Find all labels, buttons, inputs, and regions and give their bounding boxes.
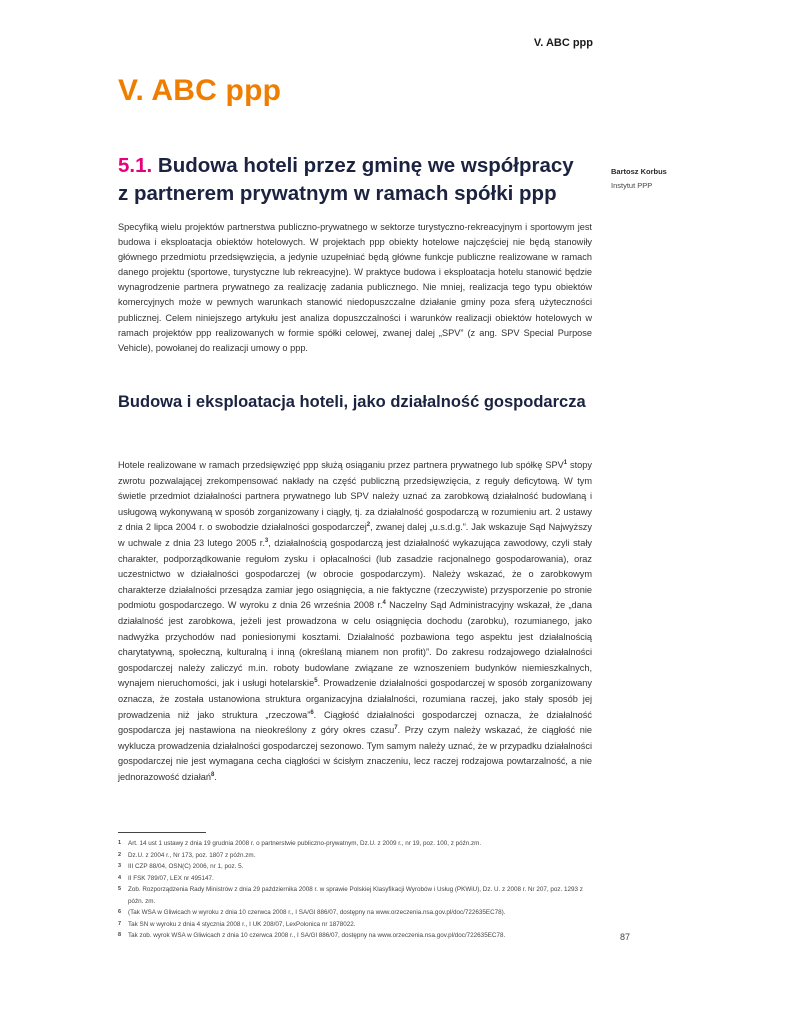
section-title [118,152,588,208]
body-text-run: . Prowadzenie działalności gospodarczej w sposób zorganizowany oznacza, że została ustanowiona struktura organizacyjna działalności, rozumiana raczej, jako stały sposób jej prowadzenia niż jako struktura „rzeczowa” [118,678,592,720]
footnote-ref-3: 3 [264,537,269,544]
footnote-text: III CZP 88/04, OSN(C) 2006, nr 1, poz. 5. [128,863,244,870]
footnote-text: Tak SN w wyroku z dnia 4 stycznia 2008 r., I UK 208/07, LexPolonica nr 1878022. [128,920,356,928]
footnotes-list [118,838,592,942]
footnote-number: 3 [118,863,122,869]
footnote-ref-4: 4 [382,600,386,607]
footnote-number: 2 [118,851,122,858]
body-text-run: Naczelny Sąd Administracyjny wskazał, że „dana działalność jest zarobkowa, jeżeli jest prowadzona w celu osiągnięcia dochodu (zarobku), rozumianego, jako nadwyżka przychodów nad poniesionymi kosztami. Działalność pozbawiona tego aspektu jest działalnością charytatywną, społeczną, kulturalną i inną (określaną mianem non profit)”. Do zakresu rodzajowego działalności gospodarczej należy zaliczyć m.in. roboty budowlane związane ze wznoszeniem budynków niemieszkalnych, wynajem nieruchomości, jak i usługi hotelarskie [118,600,592,689]
footnote-item [118,919,592,931]
footnote-number: 5 [118,886,122,892]
body-text-run: stopy zwrotu pozwalającej zrekompensować nakłady na część publiczną przedsięwzięcia, z reguły deficytową. W tym świetle przedmiot działalności partnera prywatnego lub SPV należy uznać za zarobkową działalność budowlaną i usługową wykonywaną w sposób zorganizowany i ciągły, tj. za działalność gospodarczą w rozumieniu art. 2 ustawy z dnia 2 lipca 2004 r. o swobodzie działalności gospodarczej [118,460,592,533]
chapter-title: V. ABC ppp [118,74,282,107]
footnote-item [118,873,592,885]
footnote-text: Dz.U. z 2004 r., Nr 173, poz. 1807 z późn.zm. [128,851,256,859]
footnote-item [118,850,592,862]
section-number: 5.1. [118,154,153,177]
footnote-item [118,861,592,873]
body-text-run: . Ciągłość działalności gospodarczej oznacza, że działalność gospodarcza jej nastawiona na nieokreślony z góry okres czasu [118,709,592,736]
footnote-item [118,907,592,919]
footnote-ref-8: 8 [210,771,215,778]
footnote-ref-7: 7 [394,725,398,732]
body-text-run: . [214,771,217,782]
section-title-text: Budowa hoteli przez gminę we współpracy z partnerem prywatnym w ramach spółki ppp [118,154,574,205]
footnote-ref-6: 6 [310,709,314,716]
footnote-number: 7 [118,920,122,927]
body-text-run: , działalnością gospodarczą jest działalność wykazująca zawodowy, czyli stały charakter, podporządkowanie regułom zysku i opłacalności (lub zasadzie racjonalnego gospodarowania), oraz uczestnictwo w działalności gospodarczej (w obrocie gospodarczym). Należy wskazać, że o zarobkowym charakterze działalności przesądza zamiar jego osiągnięcia, a nie faktyczne (rzeczywiste) przysporzenie po stronie podmiotu gospodarczego. W wyroku z dnia 26 września 2008 r. [118,537,592,611]
footnote-ref-5: 5 [314,678,318,685]
footnote-number: 1 [118,840,122,846]
footnote-item [118,838,592,850]
body-text-run: Hotele realizowane w ramach przedsięwzięć ppp służą osiąganiu przez partnera prywatnego lub spółkę SPV [118,460,564,470]
author-name: Bartosz Korbus [611,167,667,176]
footnote-text: (Tak WSA w Gliwicach w wyroku z dnia 10 czerwca 2008 r., I SA/Gl 886/07, dostępny na www.orzeczenia.nsa.gov.pl/doc/722635EC78). [128,909,506,916]
footnote-text: Art. 14 ust 1 ustawy z dnia 19 grudnia 2008 r. o partnerstwie publiczno-prywatnym, Dz.U. z 2009 r., nr 19, poz. 100, z późn.zm. [128,840,482,847]
subheading: Budowa i eksploatacja hoteli, jako działalność gospodarcza [118,393,586,411]
footnote-item [118,884,592,907]
author-affiliation: Instytut PPP [611,181,653,190]
footnote-ref-1: 1 [563,459,568,466]
body-text-run: , zwanej dalej „u.s.d.g.”. Jak wskazuje Sąd Najwyższy w uchwale z dnia 23 lutego 2005 r. [118,522,592,548]
footnote-ref-2: 2 [366,522,371,529]
footnote-text: II FSK 789/07, LEX nr 495147. [128,874,214,882]
footnote-text: Tak zob. wyrok WSA w Gliwicach z dnia 10 czerwca 2008 r., I SA/Gl 886/07, dostępny na www.orzeczenia.nsa.gov.pl/doc/722635EC78. [128,932,506,939]
footnote-number: 6 [118,909,122,915]
footnote-item [118,930,592,942]
author-box [611,165,667,193]
running-header: V. ABC ppp [533,37,593,49]
body-paragraph [118,458,592,785]
body-text-run: . Przy czym należy wskazać, że ciągłość nie wyklucza prowadzenia działalności gospodarczej sezonowo. Tym samym należy uznać, że w przypadku działalności gospodarczej nie jest wymagana cecha ciągłości w ścisłym znaczeniu, lecz raczej rodzajowa powtarzalność, a nie jednorazowość działań [118,725,592,782]
page-number: 87 [620,932,631,942]
footnote-text: Zob. Rozporządzenia Rady Ministrów z dnia 29 października 2008 r. w sprawie Polskiej Klasyfikacji Wyrobów i Usług (PKWiU), Dz. U. z 2008 r. Nr 207, poz. 1293 z późn. zm. [128,886,583,905]
intro-paragraph: Specyfiką wielu projektów partnerstwa publiczno-prywatnego w sektorze turystyczno-rekreacyjnym i sportowym jest budowa i eksploatacja obiektów hotelowych. W projektach ppp obiekty hotelowe najczęściej nie będą stanowiły głównego przedmiotu przedsięwzięcia, a jedynie uzupełniać będą główne funkcje publiczne realizowane w ramach danego projektu (sportowe, turystyczne lub rekreacyjne). W praktyce budowa i eksploatacja hotelu stanowić będzie wynagrodzenie partnera prywatnego za realizację zadania publicznego. Nie mniej, realizacja tego typu obiektów komercyjnych może w pewnych warunkach stanowić niedopuszczalne działanie gminy poza sferą użyteczności publicznej. Celem niniejszego artykułu jest analiza dopuszczalności i warunków realizacji obiektów hotelowych w ramach projektów ppp realizowanych w formie spółki celowej, zwanej dalej „SPV” (z ang. SPV Special Purpose Vehicle), powołanej do realizacji umowy o ppp. [118,222,592,353]
footnote-number: 8 [118,932,122,938]
footnote-divider [118,832,206,833]
footnote-number: 4 [118,874,122,881]
